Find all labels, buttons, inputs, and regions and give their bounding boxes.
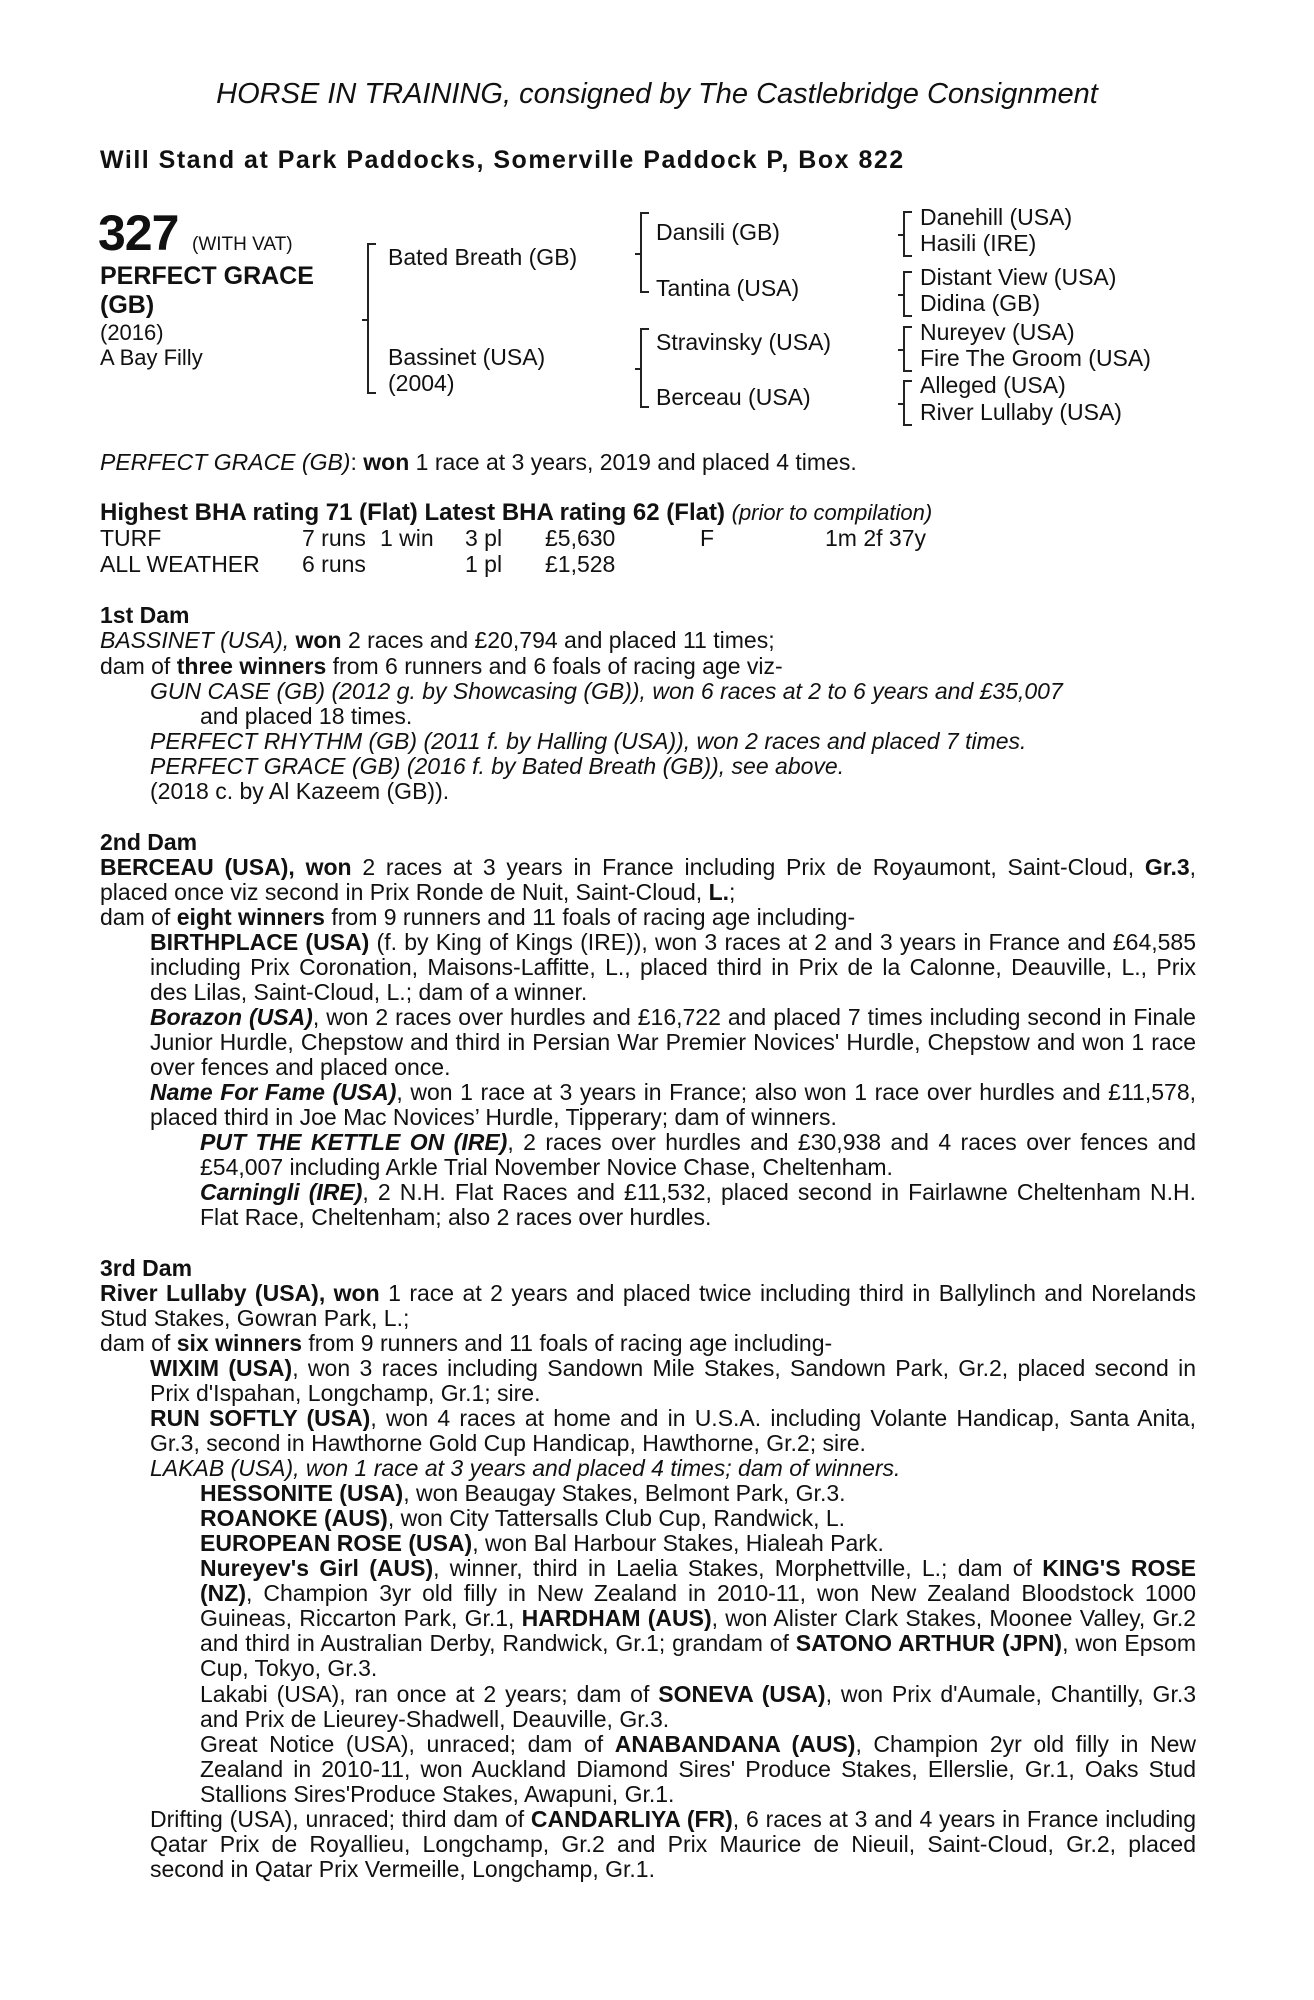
pedigree-g3: Distant View (USA) [920, 264, 1117, 290]
pedigree-brace-2b [640, 328, 649, 408]
pedigree-brace-3c [903, 326, 912, 372]
pedigree-g7: Alleged (USA) [920, 372, 1066, 398]
second-dam-produce: dam of eight winners from 9 runners and 11 foals of racing age including- [100, 904, 856, 930]
produce-entry: Lakabi (USA), ran once at 2 years; dam of SONEVA (USA), won Prix d'Aumale, Chantilly, Gr.3 and Prix de Lieurey-Shadwell, Deauville, Gr.3. [200, 1681, 1197, 1732]
pedigree-dam-year: (2004) [388, 370, 455, 396]
produce-entry: Carningli (IRE), 2 N.H. Flat Races and £11,532, placed second in Fairlawne Cheltenham N.H. Flat Race, Cheltenham; also 2 races over hurdles. [200, 1179, 1196, 1230]
pedigree-g1: Danehill (USA) [920, 204, 1073, 230]
horse-name: PERFECT GRACE (GB) [100, 262, 314, 319]
record-distance: 1m 2f 37y [825, 525, 926, 551]
record-placed: 1 pl [465, 551, 503, 577]
produce-entry: Nureyev's Girl (AUS), winner, third in Laelia Stakes, Morphettville, L.; dam of KING'S ROSE (NZ), Champion 3yr old filly in New Zealand in 2010-11, won New Zealand Bloodstock 1000 Guineas, Riccarton Park, Gr.1, HARDHAM (AUS), won Alister Clark Stakes, Moonee Valley, Gr.2 and third in Australian Derby, Randwick, Gr.1; grandam of SATONO ARTHUR (JPN), won Epsom Cup, Tokyo, Gr.3. [200, 1555, 1197, 1681]
record-earnings: £1,528 [545, 551, 616, 577]
pedigree-brace-1 [367, 243, 376, 394]
produce-entry: ROANOKE (AUS), won City Tattersalls Club Cup, Randwick, L. [200, 1505, 846, 1531]
pedigree-brace-3d [903, 380, 912, 426]
pedigree-g5: Nureyev (USA) [920, 319, 1075, 345]
first-dam-intro: BASSINET (USA), won 2 races and £20,794 and placed 11 times; [100, 627, 775, 653]
first-dam-heading: 1st Dam [100, 602, 190, 628]
produce-entry: Drifting (USA), unraced; third dam of CANDARLIYA (FR), 6 races at 3 and 4 years in France including Qatar Prix de Royallieu, Longchamp, Gr.2 and Prix Maurice de Nieuil, Saint-Cloud, Gr.2, placed second in Qatar Prix Vermeille, Longchamp, Gr.1. [150, 1806, 1197, 1882]
record-surface: TURF [100, 525, 162, 551]
produce-entry: WIXIM (USA), won 3 races including Sandown Mile Stakes, Sandown Park, Gr.2, placed second in Prix d'Ispahan, Longchamp, Gr.1; sire. [150, 1355, 1196, 1406]
pedigree-sire: Bated Breath (GB) [388, 244, 578, 270]
pedigree-dam-sire: Stravinsky (USA) [656, 329, 832, 355]
record-going: F [700, 525, 715, 551]
record-earnings: £5,630 [545, 525, 616, 551]
first-dam-produce: dam of three winners from 6 runners and 6 foals of racing age viz- [100, 653, 783, 679]
third-dam-heading: 3rd Dam [100, 1255, 193, 1281]
race-summary: PERFECT GRACE (GB): won 1 race at 3 years, 2019 and placed 4 times. [100, 449, 857, 475]
horse-description: A Bay Filly [100, 345, 203, 370]
second-dam-heading: 2nd Dam [100, 829, 198, 855]
pedigree-brace-3b [903, 271, 912, 317]
third-dam-intro: River Lullaby (USA), won 1 race at 2 years and placed twice including third in Ballylinch and Norelands Stud Stakes, Gowran Park, L.; [100, 1280, 1197, 1331]
produce-entry: GUN CASE (GB) (2012 g. by Showcasing (GB)), won 6 races at 2 to 6 years and £35,007 [150, 678, 1063, 704]
record-placed: 3 pl [465, 525, 503, 551]
produce-entry: RUN SOFTLY (USA), won 4 races at home and in U.S.A. including Volante Handicap, Santa Anita, Gr.3, second in Hawthorne Gold Cup Handicap, Hawthorne, Gr.2; sire. [150, 1405, 1196, 1456]
produce-entry: LAKAB (USA), won 1 race at 3 years and placed 4 times; dam of winners. [150, 1455, 901, 1481]
produce-entry: Borazon (USA), won 2 races over hurdles and £16,722 and placed 7 times including second in Finale Junior Hurdle, Chepstow and third in Persian War Premier Novices' Hurdle, Chepstow and won 1 race over fences and placed once. [150, 1004, 1196, 1080]
produce-entry: PERFECT RHYTHM (GB) (2011 f. by Halling (USA)), won 2 races and placed 7 times. [150, 728, 1027, 754]
pedigree-g6: Fire The Groom (USA) [920, 345, 1151, 371]
produce-entry: Name For Fame (USA), won 1 race at 3 years in France; also won 1 race over hurdles and £11,578, placed third in Joe Mac Novices’ Hurdle, Tipperary; dam of winners. [150, 1079, 1196, 1130]
pedigree-dam-dam: Berceau (USA) [656, 384, 811, 410]
record-surface: ALL WEATHER [100, 551, 260, 577]
vat-label: (WITH VAT) [192, 234, 293, 255]
lot-number: 327 [98, 205, 179, 261]
bha-rating: Highest BHA rating 71 (Flat) Latest BHA rating 62 (Flat) (prior to compilation) [100, 499, 933, 526]
produce-entry: Great Notice (USA), unraced; dam of ANABANDANA (AUS), Champion 2yr old filly in New Zealand in 2010-11, won Auckland Diamond Sires' Produce Stakes, Ellerslie, Gr.1, Oaks Stud Stallions Sires'Produce Stakes, Awapuni, Gr.1. [200, 1731, 1196, 1807]
pedigree-g4: Didina (GB) [920, 290, 1041, 316]
stand-location: Will Stand at Park Paddocks, Somerville Paddock P, Box 822 [100, 146, 905, 174]
pedigree-dam: Bassinet (USA) [388, 344, 546, 370]
page-title: HORSE IN TRAINING, consigned by The Castlebridge Consignment [216, 78, 1098, 110]
pedigree-g2: Hasili (IRE) [920, 230, 1037, 256]
horse-year: (2016) [100, 320, 164, 345]
produce-entry: EUROPEAN ROSE (USA), won Bal Harbour Stakes, Hialeah Park. [200, 1530, 884, 1556]
pedigree-sire-dam: Tantina (USA) [656, 275, 800, 301]
record-runs: 7 runs [302, 525, 366, 551]
produce-entry: (2018 c. by Al Kazeem (GB)). [150, 778, 450, 804]
pedigree-brace-3a [903, 211, 912, 257]
produce-entry: HESSONITE (USA), won Beaugay Stakes, Belmont Park, Gr.3. [200, 1480, 846, 1506]
produce-entry: PUT THE KETTLE ON (IRE), 2 races over hurdles and £30,938 and 4 races over fences and £54,007 including Arkle Trial November Novice Chase, Cheltenham. [200, 1129, 1196, 1180]
third-dam-produce: dam of six winners from 9 runners and 11 foals of racing age including- [100, 1330, 833, 1356]
pedigree-g8: River Lullaby (USA) [920, 399, 1122, 425]
record-runs: 6 runs [302, 551, 366, 577]
produce-entry: PERFECT GRACE (GB) (2016 f. by Bated Breath (GB)), see above. [150, 753, 845, 779]
pedigree-sire-sire: Dansili (GB) [656, 219, 780, 245]
produce-entry-cont: and placed 18 times. [200, 703, 413, 729]
record-wins: 1 win [380, 525, 434, 551]
produce-entry: BIRTHPLACE (USA) (f. by King of Kings (IRE)), won 3 races at 2 and 3 years in France and £64,585 including Prix Coronation, Maisons-Laffitte, L., placed third in Prix de la Calonne, Deauville, L., Prix des Lilas, Saint-Cloud, L.; dam of a winner. [150, 929, 1196, 1005]
pedigree-brace-2a [640, 212, 649, 293]
second-dam-intro: BERCEAU (USA), won 2 races at 3 years in France including Prix de Royaumont, Saint-Cloud, Gr.3, placed once viz second in Prix Ronde de Nuit, Saint-Cloud, L.; [100, 854, 1197, 905]
